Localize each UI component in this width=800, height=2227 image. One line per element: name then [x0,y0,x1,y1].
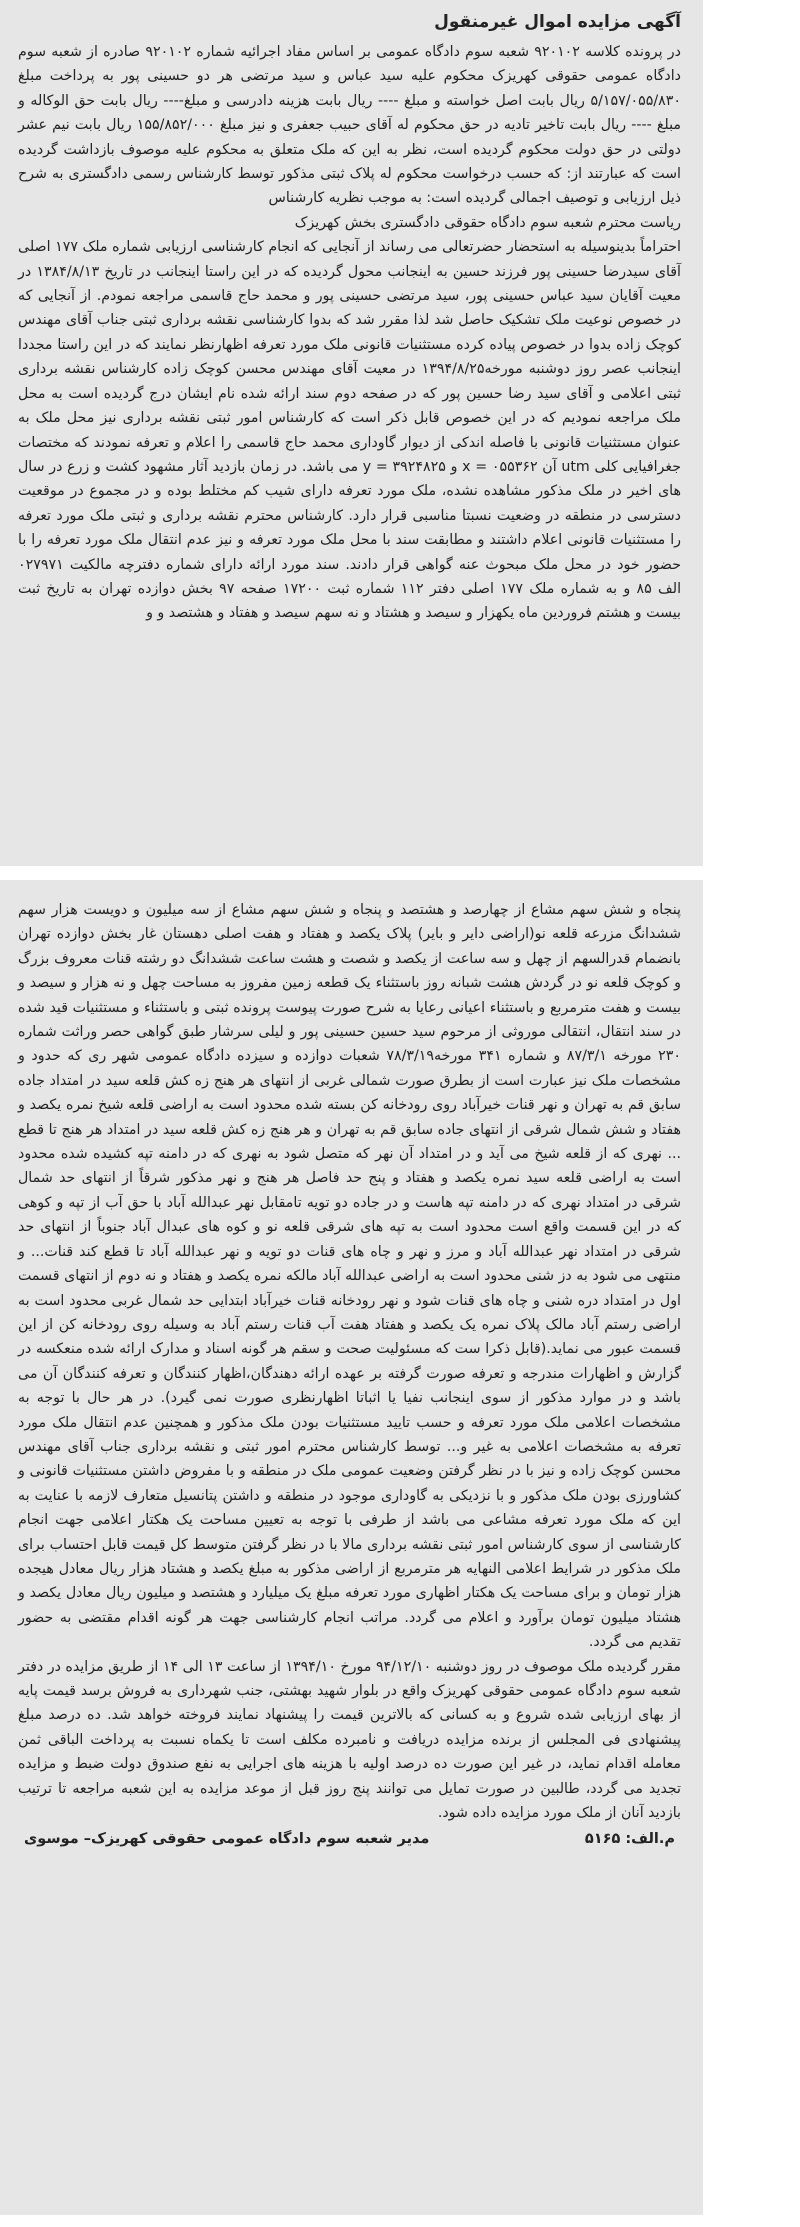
expert-report-paragraph: احتراماً بدینوسیله به استحضار حضرتعالی می رساند از آنجایی که انجام کارشناسی ارزیابی شماره ملک ۱۷۷ اصلی آقای سیدرضا حسینی پور فرزند حسین به اینجانب محول گردیده که در این راستا اینجانب در تاریخ ۱۳۸۴/۸/۱۳ در معیت آقایان سید عباس حسینی پور، سید مرتضی حسینی پور و محمد حاج قاسمی مراجعه نمودم. از آنجایی که در خصوص نوعیت ملک تشکیک حاصل شد لذا مقرر شد که بدوا کارشناسی نقشه برداری ثبتی جناب آقای مهندس کوچک زاده بدوا در خصوص پیاده کرده مستثنیات قانونی ملک مورد تعرفه اظهارنظر نمایند که در این راستا مجددا اینجانب عصر روز دوشنبه مورخه۱۳۹۴/۸/۲۵ در معیت آقای مهندس محسن کوچک زاده کارشناس نقشه برداری ثبتی اعلامی و آقای سید رضا حسین پور که در صفحه دوم سند ارائه شده نام ایشان درج گردیده است به محل ملک مراجعه نمودیم که در این خصوص قابل ذکر است که کارشناس امور ثبتی نقشه برداری نیز محل ملک به عنوان مستثنیات قانونی با فاصله اندکی از دیوار گاوداری محمد حاج قاسمی را اعلام و تعرفه نمودند که مختصات جغرافیایی کلی utm آن ۰۵۵۳۶۲ = x و ۳۹۲۴۸۲۵ = y می باشد. در زمان بازدید آثار مشهود کشت و زرع در سال های اخیر در ملک مذکور مشاهده نشده، ملک مورد تعرفه دارای شیب کم مختلط بوده و در مجموع در موقعیت دسترسی در منطقه در وضعیت نسبتا مناسبی قرار دارد. کارشناس محترم نقشه برداری و ثبتی ملک مورد تعرفه را مستثنیات قانونی اعلام داشتند و مطابقت سند با محل ملک مورد تعرفه و نیز عدم انتقال ملک مورد تعرفه را با حضور خود در محل ملک مبحوث عنه گواهی قرار دادند. سند مورد ارائه دارای شماره دفترچه مالکیت ۰۲۷۹۷۱ الف ۸۵ و به شماره ملک ۱۷۷ اصلی دفتر ۱۱۲ شماره ثبت ۱۷۲۰۰ صفحه ۹۷ بخش دوازده تهران به تاریخ ثبت بیست و هشتم فروردین ماه یکهزار و سیصد و هشتاد و نه سهم سیصد و هفتاد و هشتصد و و [18,239,682,622]
signatory: مدیر شعبه سوم دادگاه عمومی حقوقی کهریزک– موسوی [24,1831,430,1848]
auction-terms-paragraph: مقرر گردیده ملک موصوف در روز دوشنبه ۹۴/۱۲/۱۰ مورخ ۱۳۹۴/۱۰ از ساعت ۱۳ الی ۱۴ از طریق مزایده در دفتر شعبه سوم دادگاه عمومی حقوقی کهریزک واقع در بلوار شهید بهشتی، جنب شهرداری به فروش برسد قیمت پایه از بهای ارزیابی شده شروع و به کسانی که بالاترین قیمت را پیشنهاد نمایند فروخته خواهد شد. ده درصد مبلغ پیشنهادی فی المجلس از برنده مزایده دریافت و نامبرده مکلف است تا یکماه نسبت به پرداخت الباقی ثمن معامله اقدام نماید، در غیر این صورت ده درصد اولیه با هزینه های اجرایی به نفع صندوق دولت ضبط و مزایده تجدید می گردد، طالبین در صورت تمایل می توانند پنج روز قبل از موعد مزایده به این شعبه مراجعه تا ترتیب بازدید آنان از ملک مورد مزایده داده شود. [18,1658,681,1822]
notice-title: آگهی مزایده اموال غیرمنقول [434,12,681,32]
expert-report-salutation: ریاست محترم شعبه سوم دادگاه حقوقی دادگستری بخش کهریزک [294,214,681,231]
signature-line [18,1831,681,1847]
notice-intro-paragraph: در پرونده کلاسه ۹۲۰۱۰۲ شعبه سوم دادگاه عمومی بر اساس مفاد اجرائیه شماره ۹۲۰۱۰۲ صادره از شعبه سوم دادگاه عمومی حقوقی کهریزک محکوم علیه سید عباس و سید مرتضی هر دو حسینی پور به پرداخت مبلغ ۵/۱۵۷/۰۵۵/۸۳۰ ریال بابت اصل خواسته و مبلغ ---- ریال بابت هزینه دادرسی و مبلغ---- ریال بابت حق الوکاله و مبلغ ---- ریال بابت تاخیر تادیه در حق محکوم له آقای حبیب جعفری و نیز مبلغ ۱۵۵/۸۵۲/۰۰۰ ریال بابت نیم عشر دولتی در حق دولت محکوم گردیده است، نظر به این که ملک متعلق به محکوم علیه موصوف بازداشت گردیده است که عبارتند از: که حسب درخواست محکوم له پلاک ثبتی مذکور توسط کارشناس رسمی دادگستری به شرح ذیل ارزیابی و توصیف اجمالی گردیده است: به موجب نظریه کارشناس [18,44,681,207]
auction-notice-clip-part-2 [0,880,703,2215]
reference-number: م.الف: ۵۱۶۵ [584,1831,675,1848]
auction-notice-clip-part-1 [0,0,703,866]
property-description-paragraph: پنجاه و شش سهم مشاع از چهارصد و هشتصد و پنجاه و شش سهم مشاع از سه میلیون و دویست هزار سهم ششدانگ مزرعه قلعه نو(اراضی دایر و بایر) پلاک یکصد و هفتاد و هفت اصلی دهستان غار بخش دوازده تهران بانضمام قدرالسهم از چهل و سه ساعت از یکصد و شصت و هشت ساعت ششدانگ دو رشته قنات معروف بزرگ و کوچک قلعه نو در گردش هشت شبانه روز باستثناء یک قطعه زمین مفروز به مساحت چهل و نه هزار و سیصد و بیست و هفت مترمربع و باستثناء اعیانی رعایا به شرح صورت پیوست پرونده ثبتی و باستثناء و مستثنیات قید شده در سند انتقال، انتقالی موروثی از مرحوم سید حسین حسینی پور و لیلی سرشار طبق گواهی حصر وراثت شماره ۲۳۰ مورخه ۸۷/۳/۱ و شماره ۳۴۱ مورخه۷۸/۳/۱۹ شعبات دوازده و سیزده دادگاه عمومی شهر ری که حدود و مشخصات ملک نیز عبارت است از بطرق صورت شمالی غربی از انتهای هر هنج زه کش قلعه سید در امتداد جاده سابق قم به تهران و نهر قنات خیرآباد روی رودخانه کن بسته شده محدود است به اراضی قلعه شیخ نمره یکصد و هفتاد و شش شمال شرقی از انتهای جاده سابق قم به تهران و هر هنج زه کش قلعه سید در امتداد هر هنج تا قطع ... نهری که از قلعه شیخ می آید و در امتداد آن نهر که متصل شود به نهری که در دامنه تپه کشیده شده محدود است به اراضی قلعه سید نمره یکصد و هفتاد و پنج حد فاصل هر هنج و نهر مذکور شرقاً از انتهای حد شمال شرقی در امتداد نهری که در دامنه تپه هاست و در جاده دو تویه تامقابل نهر عبدالله آباد با حق آب از تپه و کوهی که در این قسمت واقع است محدود است به تپه های شرقی قلعه نو و کوه های عبدال آباد جنوباً از انتهای حد شرقی در امتداد نهر عبدالله آباد و مرز و نهر و چاه های قنات دو تویه و نهر عبدالله آباد تا قطع کند قنات... و منتهی می شود به دز شنی محدود است به اراضی عبدالله آباد مالکه نمره یکصد و هفتاد و نه دوم از انتهای قسمت اول در امتداد دره شنی و چاه های قنات شود و نهر رودخانه قنات خیرآباد ابتدایی حد شمال غربی محدود است به اراضی رستم آباد مالک پلاک نمره یک یکصد و هفتاد هفت آب قنات رستم آباد به وسیله روی رودخانه کن از این قسمت عبور می نماید.(قابل ذکرا ست که مسئولیت صحت و سقم هر گونه اسناد و مدارک ارائه شده منعکسه در گزارش و اظهارات مندرجه و تعرفه صورت گرفته بر عهده ارائه دهندگان،اظهار کنندگان و تعرفه کنندگان آن می باشد و در موارد مذکور از سوی اینجانب نفیا یا اثباتا اظهارنظری صورت نمی گیرد). در هر حال با توجه به مشخصات اعلامی ملک مورد تعرفه و حسب تایید مستثنیات بودن ملک مذکور و همچنین عدم انتقال ملک مورد تعرفه به مشخصات اعلامی به غیر و... توسط کارشناس محترم امور ثبتی و نقشه برداری جناب آقای مهندس محسن کوچک زاده و نیز با در نظر گرفتن وضعیت عمومی ملک در منطقه و با مفروض داشتن مستثنیات قانونی و کشاورزی بودن ملک مذکور و با نزدیکی به گاوداری موجود در منطقه و داشتن پتانسیل متعارف لازمه با عنایت به این که ملک مورد تعرفه مشاعی می باشد از طرفی با توجه به تعیین مساحت یک هکتار اعلامی جهت انجام کارشناسی از سوی کارشناس امور ثبتی نقشه برداری مالا با در نظر گرفتن متوسط کل قیمت قابل احتساب برای ملک مذکور در شرایط اعلامی النهایه هر مترمربع از اراضی مذکور به مبلغ یکصد و هشتاد هزار ریال معادل هیجده هزار تومان و برای مساحت یک هکتار اظهاری مورد تعرفه مبلغ یک میلیارد و هشتصد و میلیون ریال معادل یکصد و هشتاد میلیون تومان برآورد و اعلام می گردد. مراتب انجام کارشناسی جهت هر گونه اقدام مقتضی به حضور تقدیم می گردد. [18,902,682,1651]
